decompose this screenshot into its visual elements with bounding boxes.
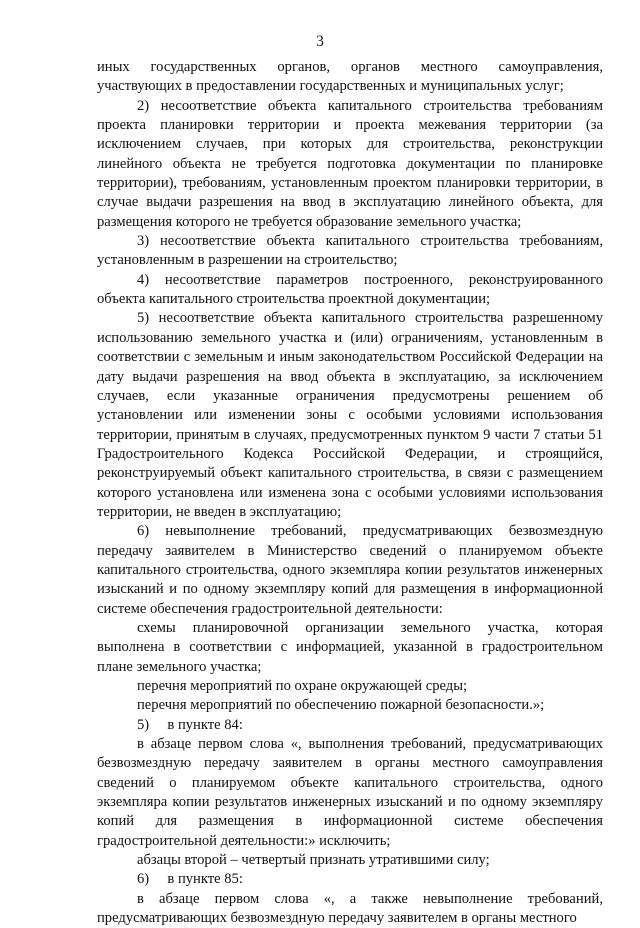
document-body bbox=[97, 58, 603, 928]
paragraph-point-85-first: в абзаце первом слова «, а также невыполнение требований, предусматривающих безвозмездную передачу заявителем в органы местного bbox=[97, 890, 603, 927]
paragraph-continuation: иных государственных органов, органов местного самоуправления, участвующих в предоставлении государственных и муниципальных услуг; bbox=[97, 59, 603, 95]
paragraph-fire-safety: перечня мероприятий по обеспечению пожарной безопасности.»; bbox=[137, 697, 545, 714]
paragraph-item-5: 5) несоответствие объекта капитального строительства разрешенному использованию земельного участка и (или) ограничениям, установленным в соответствии с земельным и иным законодательством Российской Федерации на дату выдачи разрешения на ввод объекта в эксплуатацию, за исключением случаев, если указанные ограничения предусмотрены решением об установлении или изменении зоны с особыми условиями использования территории, принятым в случаях, предусмотренных пунктом 9 части 7 статьи 51 Градостроительного Кодекса Российской Федерации, и строящийся, реконструируемый объект капитального строительства, в связи с размещением которого установлена или изменена зона с особыми условиями использования территории, не введен в эксплуатацию; bbox=[97, 310, 603, 520]
page-number: 3 bbox=[316, 33, 324, 50]
paragraph-item-4: 4) несоответствие параметров построенного, реконструированного объекта капитального строительства проектной документации; bbox=[97, 271, 603, 308]
paragraph-environment: перечня мероприятий по охране окружающей среды; bbox=[137, 678, 468, 694]
paragraph-point-85: 6) в пункте 85: bbox=[137, 871, 243, 888]
paragraph-item-2: 2) несоответствие объекта капитального строительства требованиям проекта планировки территории и проекта межевания территории (за исключением случаев, при которых для строительства, реконструкции линейного объекта не требуется подготовка документации по планировке территории), требованиям, установленным проектом планировки территории, в случае выдачи разрешения на ввод в эксплуатацию линейного объекта, для размещения которого не требуется образование земельного участка; bbox=[97, 97, 603, 230]
paragraph-point-84-first: в абзаце первом слова «, выполнения требований, предусматривающих безвозмездную передачу заявителем в органы местного самоуправления сведений о планируемом объекте капитального строительства, одного экземпляра копии результатов инженерных изысканий и по одному экземпляру копий для размещения в информационной системе обеспечения градостроительной деятельности:» исключить; bbox=[97, 736, 603, 849]
paragraph-point-84-rest: абзацы второй – четвертый признать утратившими силу; bbox=[137, 852, 490, 869]
paragraph-item-6: 6) невыполнение требований, предусматривающих безвозмездную передачу заявителем в Министерство сведений о планируемом объекте капитального строительства, одного экземпляра копии результатов инженерных изысканий и по одному экземпляру копий для размещения в информационной системе обеспечения градостроительной деятельности: bbox=[97, 523, 603, 617]
paragraph-item-3: 3) несоответствие объекта капитального строительства требованиям, установленным в разрешении на строительство; bbox=[97, 233, 603, 269]
paragraph-point-84: 5) в пункте 84: bbox=[137, 716, 243, 733]
paragraph-scheme: схемы планировочной организации земельного участка, которая выполнена в соответствии с информацией, указанной в градостроительном плане земельного участка; bbox=[97, 619, 603, 675]
